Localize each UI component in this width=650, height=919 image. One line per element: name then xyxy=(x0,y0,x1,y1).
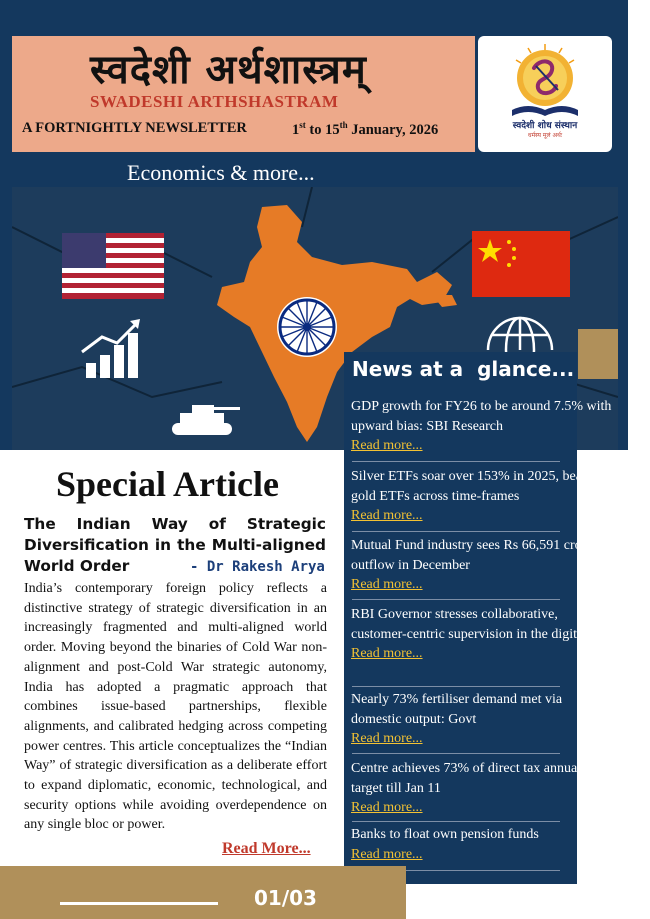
issue-date-to: to xyxy=(305,121,326,138)
page-number: 01/03 xyxy=(254,886,317,910)
news-divider xyxy=(352,599,560,600)
news-divider xyxy=(352,461,560,462)
news-item xyxy=(351,690,616,747)
hindi-title: स्वदेशी अर्थशास्त्रम् xyxy=(90,47,367,93)
news-item xyxy=(351,825,616,863)
article-title: The Indian Way of Strategic Diversification in the Multi-aligned World Order xyxy=(24,515,326,575)
news-read-more-link[interactable]: Read more... xyxy=(351,846,423,862)
newsletter-type: A FORTNIGHTLY NEWSLETTER xyxy=(22,120,247,136)
news-headline: RBI Governor stresses collaborative, customer-centric supervision in the digital age xyxy=(351,607,611,642)
news-headline: Centre achieves 73% of direct tax annual target till Jan 11 xyxy=(351,761,582,796)
issue-date-month-year: January, 2026 xyxy=(347,121,439,138)
news-divider xyxy=(352,821,560,822)
issue-date-start-suffix: st xyxy=(299,120,306,130)
news-item xyxy=(351,759,616,816)
news-headline: Mutual Fund industry sees Rs 66,591 crore outflow in December xyxy=(351,538,593,573)
news-divider xyxy=(352,753,560,754)
footer-bar xyxy=(0,866,406,919)
footer-line xyxy=(60,902,218,905)
usa-flag-icon xyxy=(62,233,164,299)
news-read-more-link[interactable]: Read more... xyxy=(351,577,423,592)
section-heading: Special Article xyxy=(56,464,279,504)
issue-date-end-suffix: th xyxy=(339,120,348,130)
news-read-more-link[interactable]: Read more... xyxy=(351,508,423,523)
tagline: Economics & more... xyxy=(127,160,315,185)
article-body: India’s contemporary foreign policy reflects a distinctive strategy of strategic diversification in an increasingly fragmented and multi-aligned world order. Moving beyond the binaries of Cold War non-alignment and post-Cold War strategic autonomy, India has adopted a pragmatic approach that combines issue-based partnerships, flexible alignments, and calibrated hedging across competing power centres. This article conceptualizes the “Indian Way” of strategic diversification as a deliberate effort to expand diplomatic, economic, technological, and security options while avoiding overdependence on any single bloc or power. xyxy=(24,581,327,833)
issue-date-start: 1 xyxy=(292,121,300,138)
article-author: - Dr Rakesh Arya xyxy=(190,559,325,575)
article-read-more-link[interactable]: Read More... xyxy=(222,840,311,857)
news-read-more-link[interactable]: Read more... xyxy=(351,438,423,453)
issue-date xyxy=(292,120,438,139)
news-read-more-link[interactable]: Read more... xyxy=(351,800,423,815)
news-headline: Silver ETFs soar over 153% in 2025, beating gold ETFs across time-frames xyxy=(351,469,604,504)
news-heading: News at a glance... xyxy=(352,357,575,381)
china-flag-icon xyxy=(472,231,570,297)
news-headline: Nearly 73% fertiliser demand met via domestic output: Govt xyxy=(351,692,563,727)
news-item xyxy=(351,397,616,454)
gold-accent-box xyxy=(578,329,618,379)
issue-date-end: 15 xyxy=(325,121,340,138)
logo-motto: धर्मस्य मूलं अर्थः xyxy=(527,132,563,139)
news-divider xyxy=(352,531,560,532)
ashoka-chakra-icon xyxy=(277,297,337,357)
news-headline: GDP growth for FY26 to be around 7.5% with upward bias: SBI Research xyxy=(351,399,612,434)
news-item xyxy=(351,467,616,524)
news-headline: Banks to float own pension funds xyxy=(351,827,539,842)
news-divider xyxy=(352,686,560,687)
news-read-more-link[interactable]: Read more... xyxy=(351,731,423,746)
news-item xyxy=(351,605,616,662)
logo-org-name: स्वदेशी शोध संस्थान xyxy=(512,121,578,131)
right-white-strip xyxy=(628,0,650,919)
english-title: SWADESHI ARTHSHASTRAM xyxy=(90,92,339,111)
news-read-more-link[interactable]: Read more... xyxy=(351,646,423,661)
news-item xyxy=(351,536,616,593)
